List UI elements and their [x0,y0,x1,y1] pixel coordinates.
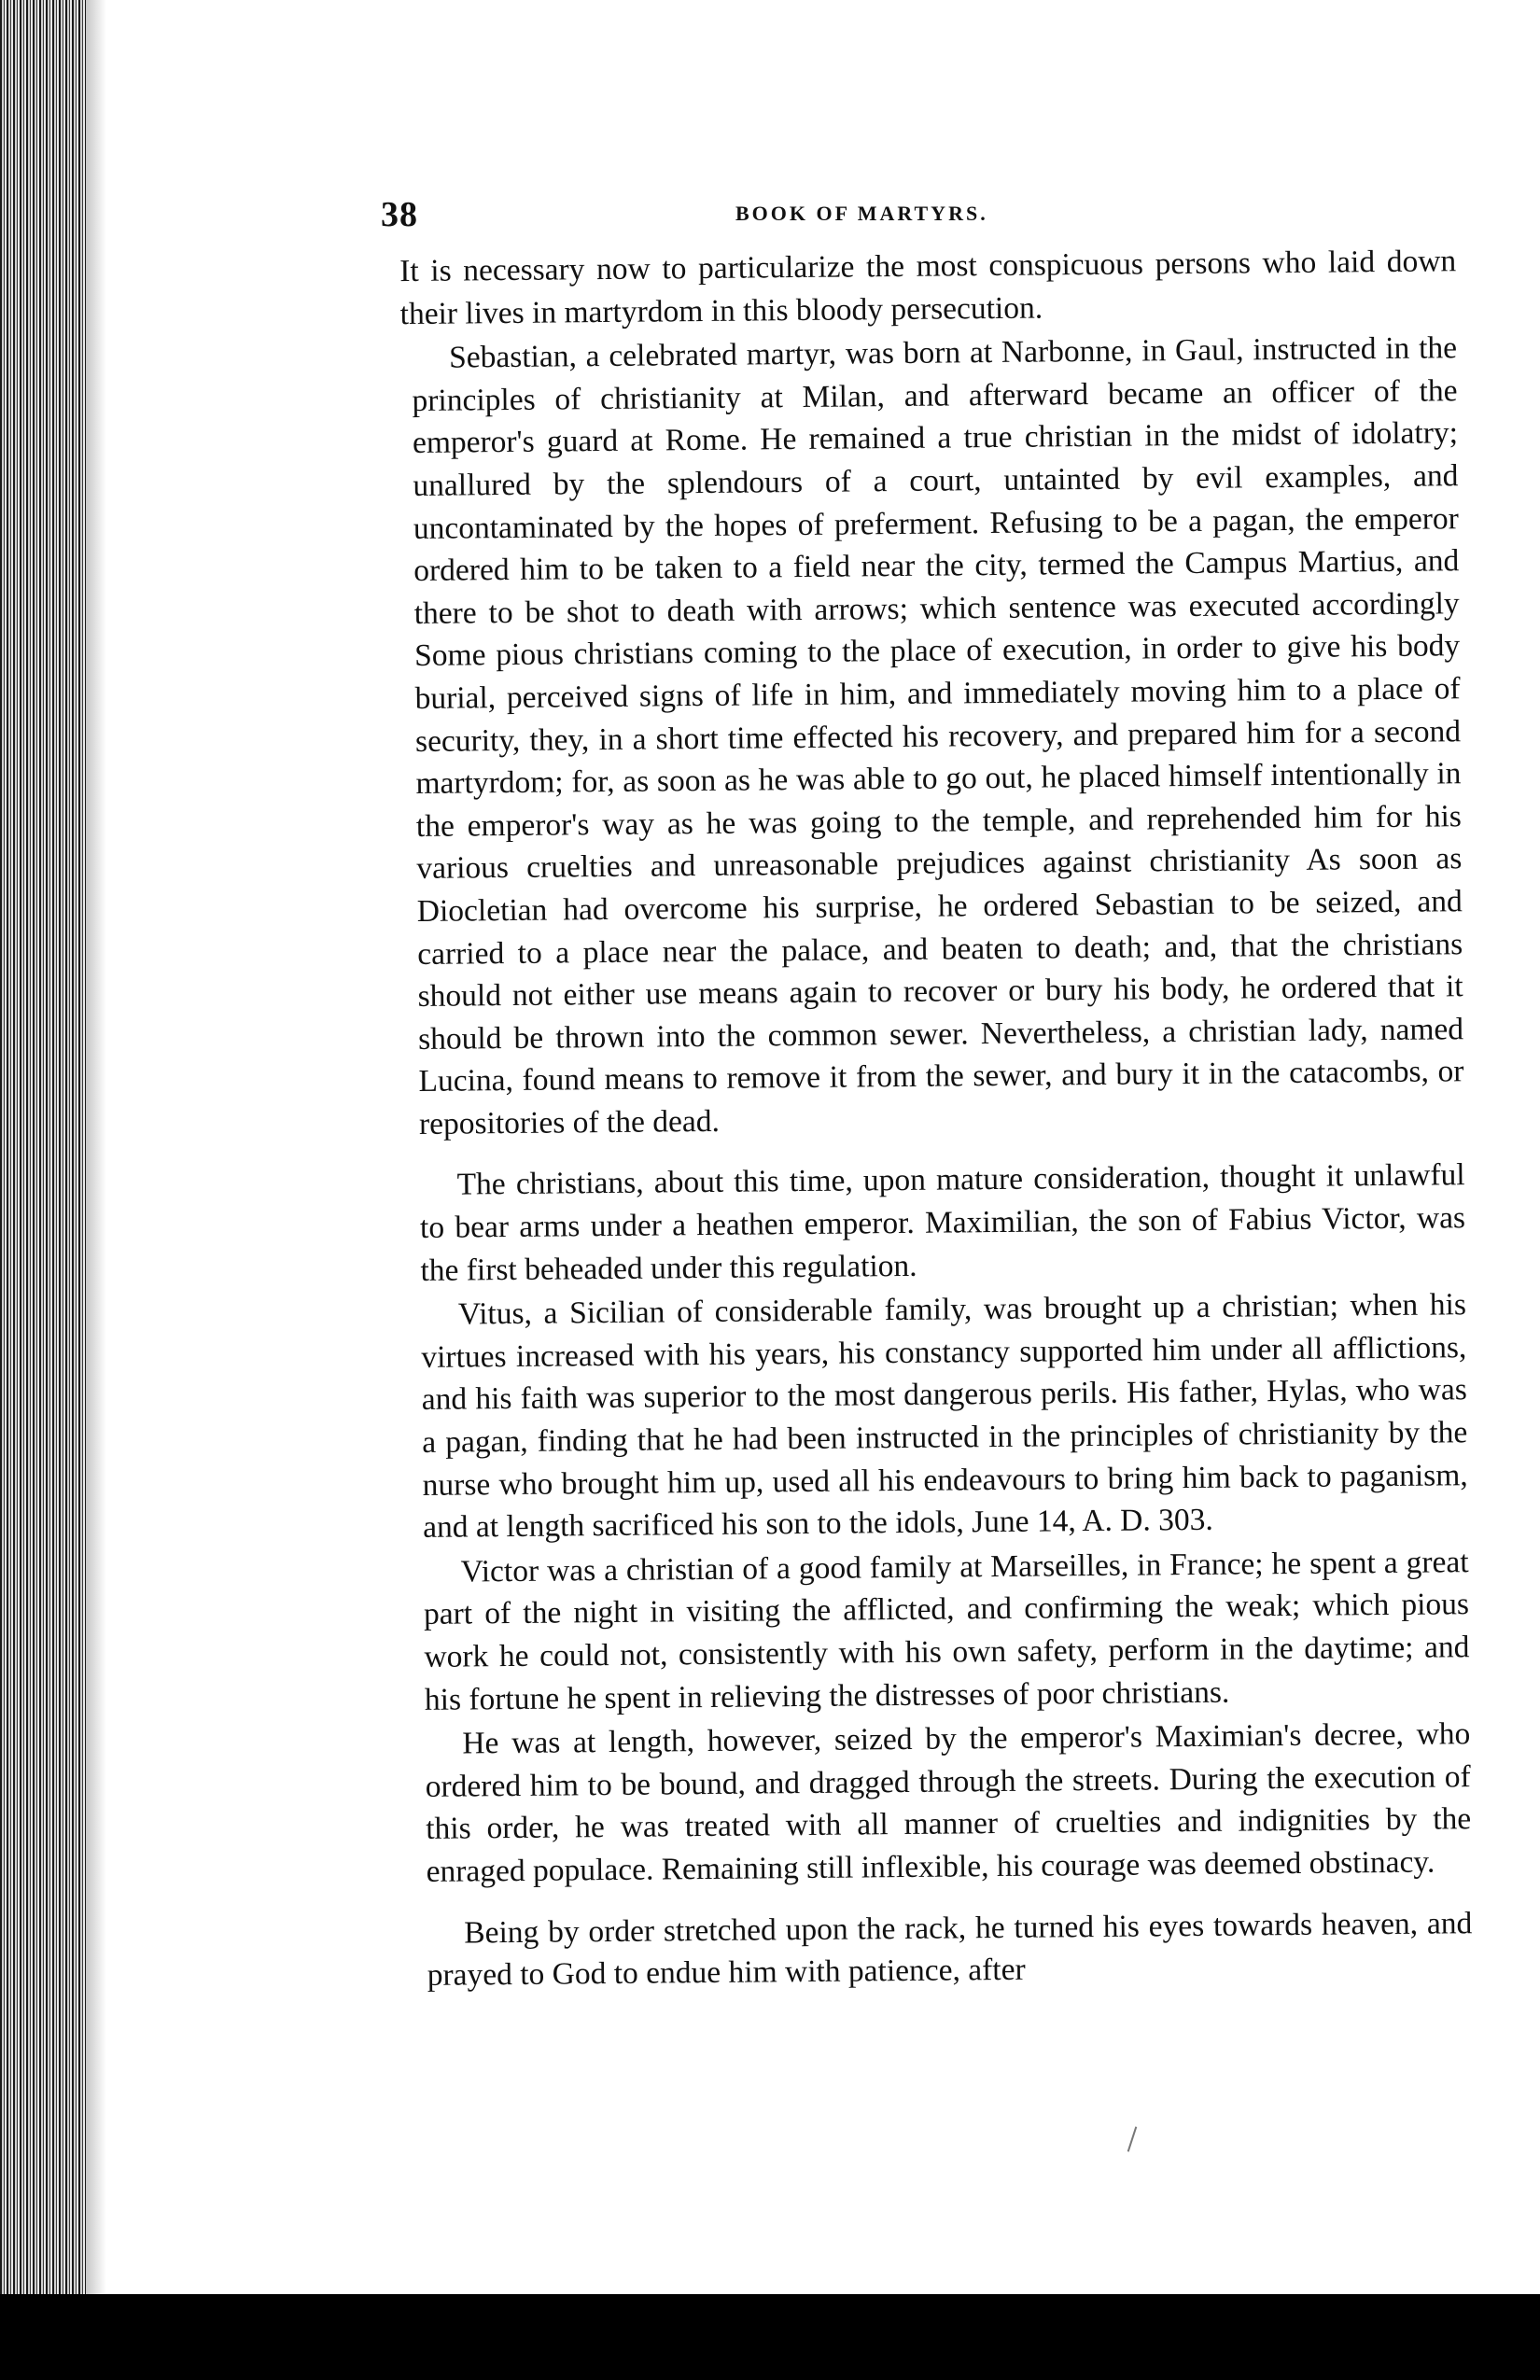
ink-mark [1127,2126,1138,2151]
running-head [381,194,1454,234]
running-title: BOOK OF MARTYRS. [735,202,988,225]
paragraph: Being by order stretched upon the rack, he turned his eyes towards heaven, and prayed to God to endue him with patience, after [427,1905,1473,1994]
paragraph: It is necessary now to particularize the most conspicuous persons who laid down their lives in martyrdom in this bloody persecution. [399,244,1457,331]
body-text [399,240,1473,1998]
gutter-shadow [86,0,106,2380]
paragraph: The christians, about this time, upon mature consideration, thought it unlawful to bear arms under a heathen emperor. Maximilian, the son of Fabius Victor, was the first beheaded under this regulation. [419,1157,1466,1288]
book-gutter [0,0,86,2380]
paragraph: Victor was a christian of a good family at Marseilles, in France; he spent a great part of the night in visiting the afflicted, and confirming the weak; which pious work he could not, consistently with his own safety, perform in the daytime; and his fortune he spent in relieving the distresses of poor christians. [423,1544,1470,1717]
paragraph: Vitus, a Sicilian of considerable family, was brought up a christian; when his virtues increased with his years, his constancy supported him under all afflictions, and his faith was superior to the most dangerous perils. His father, Hylas, who was a pagan, finding that he had been instructed in the principles of christianity by the nurse who brought him up, used all his endeavours to bring him back to paganism, and at length sacrificed his son to the idols, June 14, A. D. 303. [421,1287,1468,1546]
paragraph: Sebastian, a celebrated martyr, was born at Narbonne, in Gaul, instructed in the principles of christianity at Milan, and afterward became an officer of the emperor's guard at Rome. He remained a true christian in the midst of idolatry; unallured by the splendours of a court, untainted by evil examples, and uncontaminated by the hopes of preferment. Refusing to be a pagan, the emperor ordered him to be taken to a field near the city, termed the Campus Martius, and there to be shot to death with arrows; which sentence was executed accordingly Some pious christians coming to the place of execution, in order to give his body burial, perceived signs of life in him, and immediately moving him to a place of security, they, in a short time effected his recovery, and prepared him for a second martyrdom; for, as soon as he was able to go out, he placed himself intentionally in the emperor's way as he was going to the temple, and reprehended him for his various cruelties and unreasonable prejudices against christianity As soon as Diocletian had overcome his surprise, he ordered Sebastian to be seized, and carried to a place near the palace, and beaten to death; and, that the christians should not either use means again to recover or bury his body, he ordered that it should be thrown into the common sewer. Nevertheless, a christian lady, named Lucina, found means to remove it from the sewer, and bury it in the catacombs, or repositories of the dead. [412,330,1464,1141]
page-number: 38 [381,195,418,234]
paragraph: He was at length, however, seized by the emperor's Maximian's decree, who ordered him to be bound, and dragged through the streets. During the execution of this order, he was treated with all manner of cruelties and indignities by the enraged populace. Remaining still inflexible, his courage was deemed obstinacy. [425,1716,1472,1889]
scan-border [0,2294,1540,2380]
